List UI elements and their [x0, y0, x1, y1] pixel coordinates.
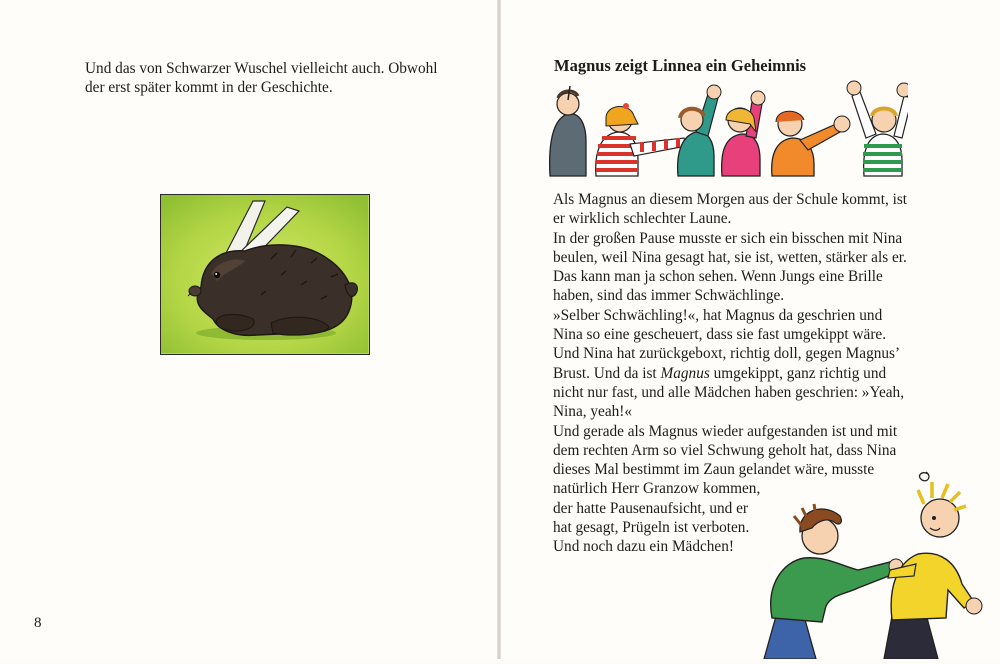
left-page [0, 0, 497, 659]
left-line: Und das von Schwarzer Wuschel vielleicht auch. Obwohl [85, 60, 438, 77]
story-line: Das kann man ja schon sehen. Wenn Jungs eine Brille [553, 268, 883, 286]
story-line: Nina, yeah!« [553, 403, 633, 421]
story-line: hat gesagt, Prügeln ist verboten. [553, 519, 750, 537]
story-line: Brust. Und da ist Magnus umgekippt, ganz richtig und [553, 364, 887, 382]
story-line: natürlich Herr Granzow kommen, [553, 480, 761, 498]
story-line: »Selber Schwächling!«, hat Magnus da geschrien und [553, 306, 883, 324]
cheering-children-illustration [546, 80, 908, 180]
emphasis-name: Magnus [660, 364, 710, 382]
chapter-title: Magnus zeigt Linnea ein Geheimnis [554, 56, 807, 75]
story-line: beulen, weil Nina gesagt hat, sie ist, wetten, stärker als er. [553, 248, 907, 266]
page-number: 8 [34, 615, 42, 631]
story-line: Und Nina hat zurückgeboxt, richtig doll, gegen Magnus’ [553, 345, 901, 363]
cheering-children-drawing [546, 80, 908, 180]
story-line: der hatte Pausenaufsicht, und er [553, 499, 748, 517]
left-line: der erst später kommt in der Geschichte. [85, 79, 333, 97]
fighting-children-drawing [742, 466, 992, 659]
left-paragraph [85, 59, 465, 98]
story-line: haben, sind das immer Schwächlinge. [553, 287, 785, 305]
story-line: In der großen Pause musste er sich ein bisschen mit Nina [553, 229, 903, 247]
story-line: Nina so eine gescheuert, dass sie fast umgekippt wäre. [553, 326, 887, 344]
story-line: nicht nur fast, und alle Mädchen haben geschrien: »Yeah, [553, 383, 905, 401]
fighting-children-illustration [742, 466, 992, 659]
story-line: er wirklich schlechter Laune. [553, 210, 732, 228]
rabbit-drawing [161, 195, 368, 353]
story-line: Und noch dazu ein Mädchen! [553, 538, 734, 556]
story-line: Als Magnus an diesem Morgen aus der Schule kommt, ist [553, 191, 908, 208]
story-line: dieses Mal bestimmt im Zaun gelandet wäre, musste [553, 461, 875, 479]
story-line: Und gerade als Magnus wieder aufgestanden ist und mit [553, 422, 898, 440]
rabbit-illustration [160, 194, 370, 355]
story-line: dem rechten Arm so viel Schwung geholt hat, dass Nina [553, 441, 897, 459]
